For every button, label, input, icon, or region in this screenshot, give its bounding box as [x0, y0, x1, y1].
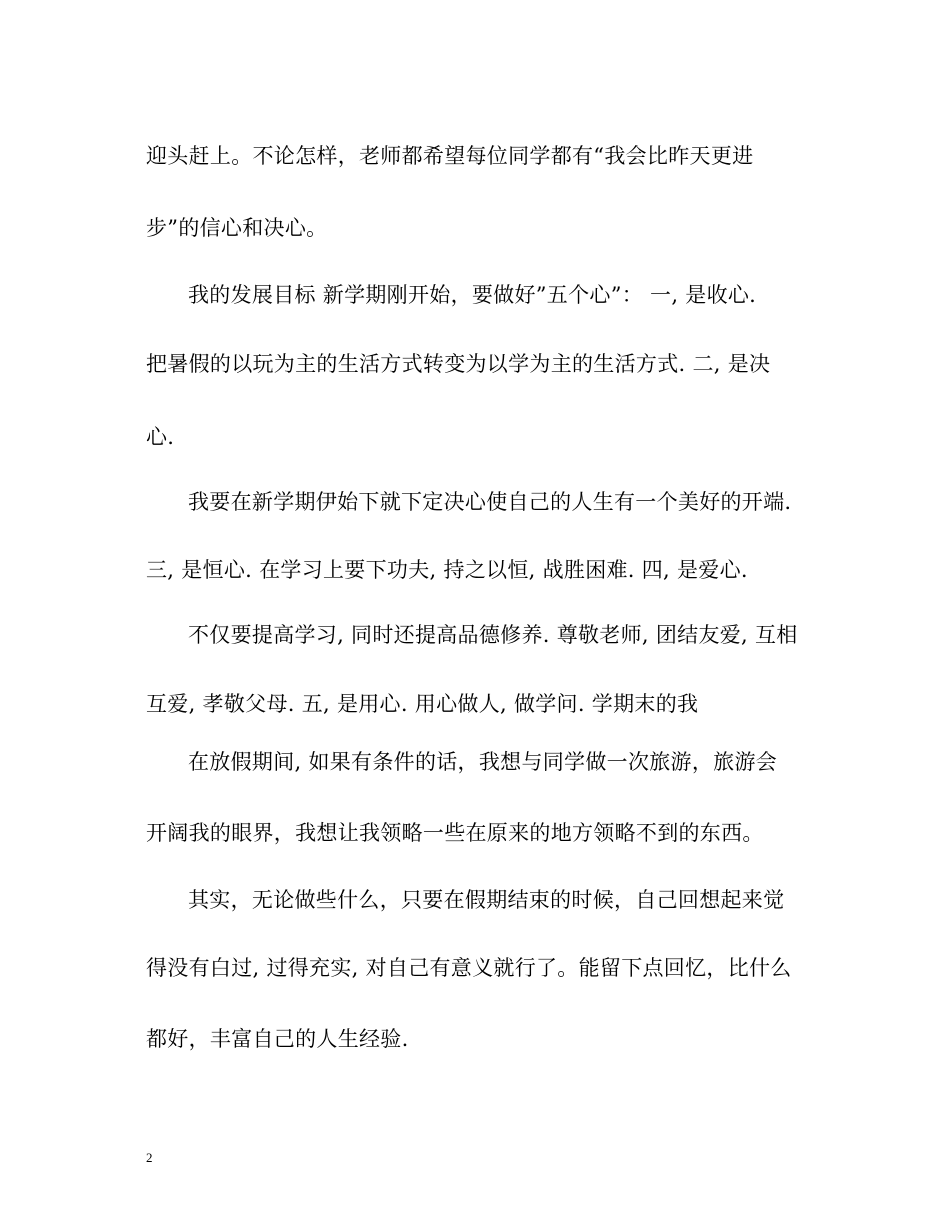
- text-line-4: 把暑假的以玩为主的生活方式转变为以学为主的生活方式. 二, 是决: [146, 352, 771, 376]
- text-line-12: 其实，无论做些什么，只要在假期结束的时候，自己回想起来觉: [188, 888, 785, 912]
- text-line-13: 得没有白过, 过得充实, 对自己有意义就行了。能留下点回忆，比什么: [146, 956, 792, 980]
- text-line-6: 我要在新学期伊始下就下定决心使自己的人生有一个美好的开端.: [188, 490, 792, 514]
- text-line-5: 心.: [146, 425, 175, 449]
- text-line-10: 在放假期间, 如果有条件的话，我想与同学做一次旅游，旅游会: [188, 750, 778, 774]
- text-line-14: 都好，丰富自己的人生经验.: [146, 1027, 409, 1051]
- text-line-8: 不仅要提高学习, 同时还提高品德修养. 尊敬老师, 团结友爱, 互相: [188, 623, 798, 647]
- text-line-3: 我的发展目标 新学期刚开始，要做好”五个心”： 一, 是收心.: [188, 283, 757, 307]
- text-line-2: 步”的信心和决心。: [146, 216, 328, 240]
- text-line-11: 开阔我的眼界，我想让我领略一些在原来的地方领略不到的东西。: [146, 821, 764, 845]
- page-number: 2: [146, 1150, 153, 1165]
- text-line-7: 三, 是恒心. 在学习上要下功夫, 持之以恒, 战胜困难. 四, 是爱心.: [146, 558, 748, 582]
- text-line-9: 互爱, 孝敬父母. 五, 是用心. 用心做人, 做学问. 学期末的我: [146, 692, 699, 716]
- text-line-1: 迎头赶上。不论怎样，老师都希望每位同学都有“我会比昨天更进: [146, 144, 754, 168]
